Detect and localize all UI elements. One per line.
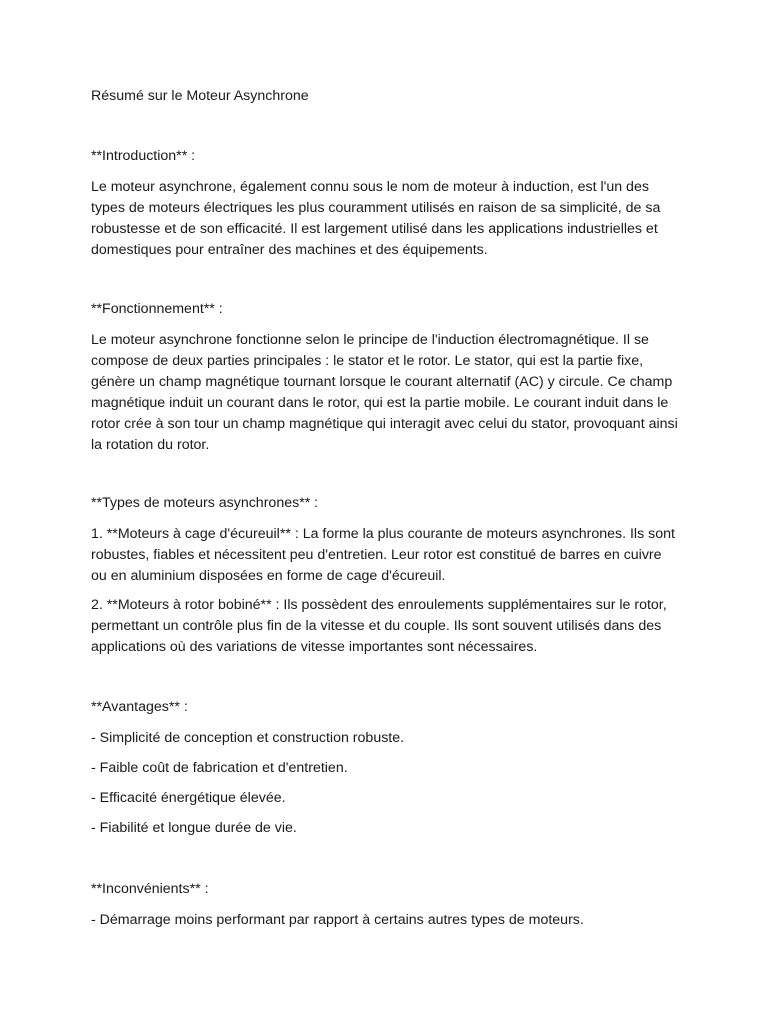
list-item-inconvenient: - Démarrage moins performant par rapport à certains autres types de moteurs. <box>91 912 584 928</box>
paragraph-fonctionnement: Le moteur asynchrone fonctionne selon le principe de l'induction électromagnétique. Il se compose de deux parties principales : le stator et le rotor. Le stator, qui est la partie fixe, génère un champ magnétique tournant lorsque le courant alternatif (AC) y circule. Ce champ magnétique induit un courant dans le rotor, qui est la partie mobile. Le courant induit dans le rotor crée à son tour un champ magnétique qui interagit avec celui du stator, provoquant ainsi la rotation du rotor. <box>91 332 678 453</box>
section-heading-avantages: **Avantages** : <box>91 699 188 715</box>
section-heading-fonctionnement: **Fonctionnement** : <box>91 301 223 317</box>
list-item-avantage: - Simplicité de conception et construction robuste. <box>91 730 405 746</box>
document-title: Résumé sur le Moteur Asynchrone <box>91 88 309 104</box>
list-item-avantage: - Efficacité énergétique élevée. <box>91 790 286 806</box>
list-item-type-cage: 1. **Moteurs à cage d'écureuil** : La forme la plus courante de moteurs asynchrones. Ils sont robustes, fiables et nécessitent peu d'entretien. Leur rotor est constitué de barres en cuivre ou en aluminium disposées en forme de cage d'écureuil. <box>91 526 675 584</box>
section-heading-inconvenients: **Inconvénients** : <box>91 881 209 897</box>
paragraph-introduction: Le moteur asynchrone, également connu sous le nom de moteur à induction, est l'un des types de moteurs électriques les plus couramment utilisés en raison de sa simplicité, de sa robustesse et de son efficacité. Il est largement utilisé dans les applications industrielles et domestiques pour entraîner des machines et des équipements. <box>91 179 661 258</box>
list-item-type-rotor-bobine: 2. **Moteurs à rotor bobiné** : Ils possèdent des enroulements supplémentaires sur le rotor, permettant un contrôle plus fin de la vitesse et du couple. Ils sont souvent utilisés dans des applications où des variations de vitesse importantes sont nécessaires. <box>91 597 667 655</box>
list-item-avantage: - Fiabilité et longue durée de vie. <box>91 820 297 836</box>
section-heading-introduction: **Introduction** : <box>91 148 196 164</box>
list-item-avantage: - Faible coût de fabrication et d'entretien. <box>91 760 348 776</box>
section-heading-types: **Types de moteurs asynchrones** : <box>91 495 319 511</box>
